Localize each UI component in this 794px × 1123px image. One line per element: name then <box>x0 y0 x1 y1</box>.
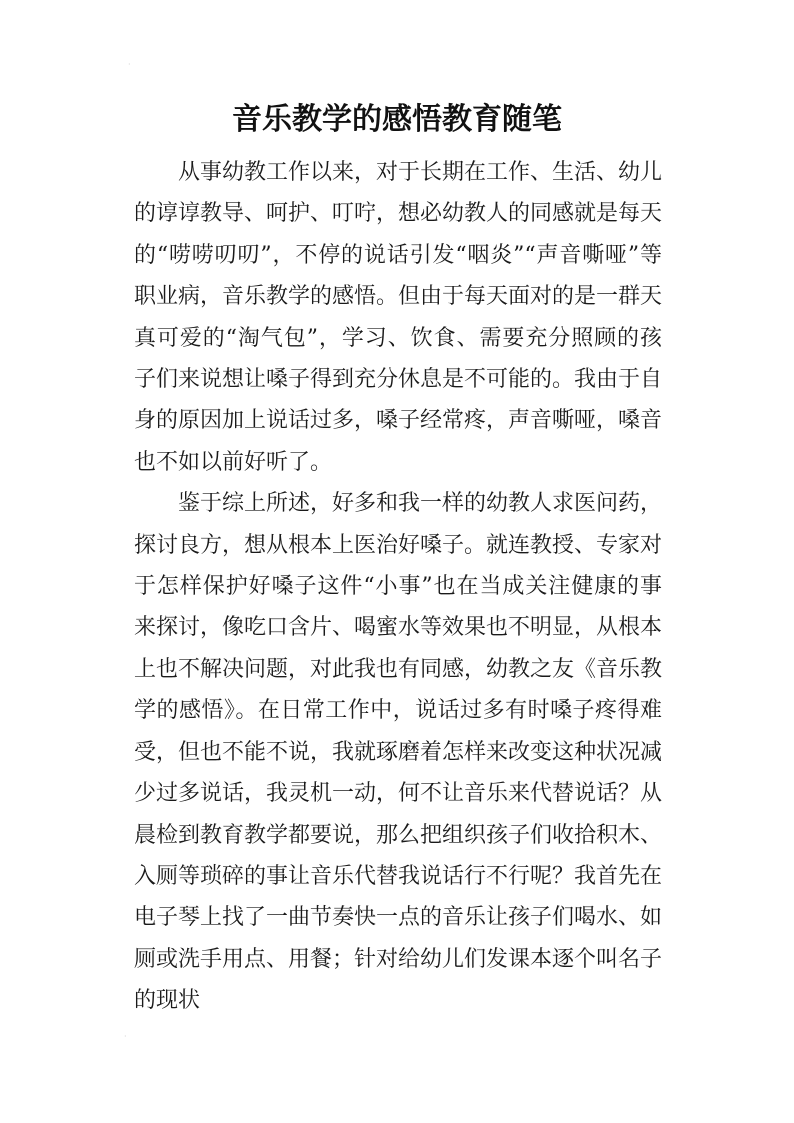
corner-mark-top: · <box>128 60 131 69</box>
document-title: 音乐教学的感悟教育随笔 <box>232 102 562 137</box>
corner-mark-bottom: · <box>124 1032 127 1041</box>
document-body <box>134 152 662 1022</box>
paragraph-2: 鉴于综上所述，好多和我一样的幼教人求医问药，探讨良方，想从根本上医治好嗓子。就连教授、专家对于怎样保护好嗓子这件“小事”也在当成关注健康的事来探讨，像吃口含片、喝蜜水等效果也不明显，从根本上也不解决问题，对此我也有同感，幼教之友《音乐教学的感悟》。在日常工作中，说话过多有时嗓子疼得难受，但也不能不说，我就琢磨着怎样来改变这种状况减少过多说话，我灵机一动，何不让音乐来代替说话？从晨检到教育教学都要说，那么把组织孩子们收拾积木、入厕等琐碎的事让音乐代替我说话行不行呢？我首先在电子琴上找了一曲节奏快一点的音乐让孩子们喝水、如厕或洗手用点、用餐；针对给幼儿们发课本逐个叫名子的现状 <box>134 491 663 1014</box>
paragraph-1: 从事幼教工作以来，对于长期在工作、生活、幼儿的谆谆教导、呵护、叮咛，想必幼教人的同感就是每天的“唠唠叨叨”，不停的说话引发“咽炎”“声音嘶哑”等职业病，音乐教学的感悟。但由于每天面对的是一群天真可爱的“淘气包”，学习、饮食、需要充分照顾的孩子们来说想让嗓子得到充分休息是不可能的。我由于自身的原因加上说话过多，嗓子经常疼，声音嘶哑，嗓音也不如以前好听了。 <box>134 160 663 475</box>
